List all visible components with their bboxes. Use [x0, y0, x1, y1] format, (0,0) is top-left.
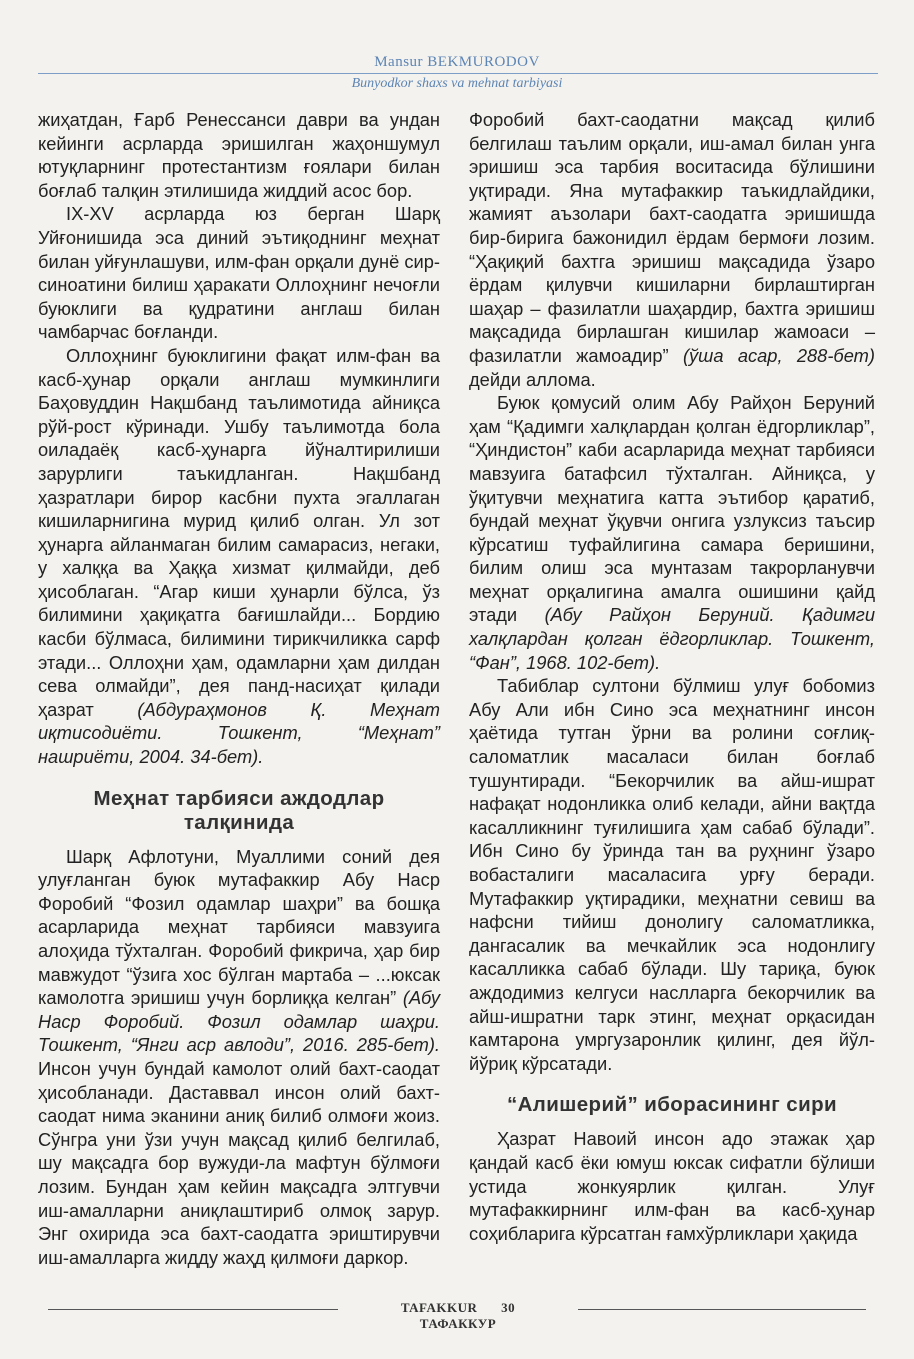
paragraph [469, 391, 875, 674]
paragraph: IX-XV асрларда юз берган Шарқ Уйғонишида эса диний эътиқоднинг меҳнат билан уйғунлашуви, илм-фан орқали дунё сир-синоатини билиш ҳаракати Оллоҳнинг нечоғли буюклиги ва қудратини англаш билан чамбарчас боғланди. [38, 203, 440, 343]
footer-journal-cyrillic: ТАФАККУР [419, 1316, 497, 1331]
citation: (ўша асар, 288-бет) [682, 344, 875, 366]
running-header [0, 54, 914, 91]
paragraph-text: Форобий бахт-саодатни мақсад қилиб белгилаш таълим орқали, иш-амал билан унга эришиш эса тарбия воситасида бўлишини уқтиради. Яна мутафаккир таъкидлайдики, жамият аъзолари бахт-саодатга эришишда бир-бирига бажонидил ёрдам бермоғи лозим. “Ҳақиқий бахтга эришиш мақсадида ўзаро ёрдам қилувчи кишиларни бирлаштирган шаҳар – фазилатли шаҳардир, бахтга эришиш мақсадида бирлашган кишилар жамоаси – фазилатли жамоадир” [469, 109, 875, 366]
paragraph-text: Оллоҳнинг буюклигини фақат илм-фан ва касб-ҳунар орқали англаш мумкинлиги Баҳовуддин Нақшбанд таълимотида айниқса рўй-рост кўринади. Ушбу таълимотда бола оиладаёқ касб-ҳунарга йўналтирилиши зарурлиги таъкидланган. Нақшбанд ҳазратлари бирор касбни пухта эгаллаган кишиларнигина мурид қилиб олган. Ул зот ҳунарга айланмаган билим самарасиз, негаки, у халққа ва Ҳаққа хизмат қилмайди, деб ҳисоблаган. “Агар киши ҳунарли бўлса, ўз билимини ҳақиқатга бағишлайди... Бордию касби бўлмаса, билимини тирикчиликка сарф этади... Оллоҳни ҳам, одамларни ҳам дилдан сева олмайди”, дея панд-насиҳат қилади ҳазрат [38, 344, 440, 720]
section-heading: “Алишерий” иборасининг сири [506, 1093, 838, 1117]
paragraph [38, 344, 440, 769]
paragraph [38, 845, 440, 1270]
section-heading: Меҳнат тарбияси аждодлар талқинида [93, 786, 385, 834]
paragraph [469, 108, 875, 391]
footer-journal-latin: TAFAKKUR [400, 1300, 478, 1315]
paragraph-text: Буюк қомусий олим Абу Райҳон Беруний ҳам “Қадимги халқлардан қолган ёдгорликлар”, “Ҳиндистон” каби асарларида меҳнат тарбияси мавзуига батафсил тўхталган. Айниқса, у ўқитувчи меҳнатига катта эътибор қаратиб, бундай меҳнат ўқувчи онгига узлуксиз таъсир кўрсатиш туфайлигина самара беришини, билим олиш эса мунтазам такрорланувчи меҳнат орқалигина амалга ошишини қайд этади [469, 392, 875, 626]
citation: (Абу Наср Форобий. Фозил одамлар шаҳри. Тошкент, “Янги аср авлоди”, 2016. 285-бет). [38, 987, 440, 1056]
paragraph: жиҳатдан, Ғарб Ренессанси даври ва ундан кейинги асрларда эришилган жаҳоншумул ютуқларнинг протестантизм ғоялари билан боғлаб талқин этилишида жиддий асос бор. [38, 109, 440, 201]
left-column [38, 108, 440, 1269]
paragraph: Табиблар султони бўлмиш улуғ бобомиз Абу Али ибн Сино эса меҳнатнинг инсон ҳаётида тутган ўрни ва ролини соғлиқ-саломатлик масаласи билан боғлаб тушунтиради. “Бекорчилик ва айш-ишрат нафақат нодонликка олиб келади, айни вақтда касалликнинг туғилишига ҳам сабаб бўлади”. Ибн Сино бу ўринда тан ва руҳнинг ўзаро вобасталиги масаласига урғу беради. Мутафаккир уқтирадики, меҳнатни севиш ва нафсни тийиш донолигу саломатликка, дангасалик ва мечкайлик эса нодонлигу касалликка сабаб бўлади. Шу тариқа, буюк аждодимиз келгуси наслларга бекорчилик ва айш-ишратни тарк этинг, меҳнат орқасидан камтарона умргузаронлик қилинг, дея йўл-йўриқ кўрсатади. [469, 675, 875, 1074]
citation: (Абдураҳмонов Қ. Меҳнат иқтисодиёти. Тошкент, “Меҳнат” нашриёти, 2004. 34-бет). [38, 698, 440, 768]
footer-label [343, 1300, 573, 1332]
paragraph-text: Инсон учун бундай камолот олий бахт-саодат ҳисобланади. Даставвал инсон олий бахт-саодат нима эканини аниқ билиб олмоғи жоиз. Сўнгра уни ўзи учун мақсад қилиб белгилаб, шу мақсадга бор вужуди-ла мафтун бўлмоғи лозим. Бундан ҳам кейин мақсадга элтгувчи иш-амалларни аниқлаштириб олмоқ зарур. Энг охирида эса бахт-саодатга эриштирувчи иш-амалларга жидду жаҳд қилмоғи даркор. [38, 1057, 440, 1268]
page-footer [38, 1300, 876, 1331]
paragraph-text: дейди аллома. [469, 368, 596, 390]
right-column [469, 108, 875, 1245]
citation: (Абу Райҳон Беруний. Қадимги халқлардан қолган ёдгорликлар. Тошкент, “Фан”, 1968. 102-бет). [469, 604, 875, 673]
footer-rule-right [578, 1309, 866, 1310]
header-subtitle: Bunyodkor shaxs va mehnat tarbiyasi [351, 76, 563, 91]
header-author: Mansur BEKMURODOV [374, 54, 540, 70]
paragraph: Ҳазрат Навоий инсон адо этажак ҳар қандай касб ёки юмуш юксак сифатли бўлиши устида жонкуярлик қилган. Улуғ мутафаккирнинг илм-фан ва касб-ҳунар соҳибларига кўрсатган ғамхўрликлари ҳақида [469, 1128, 875, 1244]
header-rule [38, 73, 878, 74]
page-number: 30 [501, 1300, 516, 1315]
footer-rule-left [48, 1309, 338, 1310]
paragraph-text: Шарқ Афлотуни, Муаллими соний дея улуғланган буюк мутафаккир Абу Наср Форобий “Фозил одамлар шаҳри” ва бошқа асарларида меҳнат тарбияси мавзуига алоҳида тўхталган. Форобий фикрича, ҳар бир мавжудот “ўзига хос бўлган мартаба – ...юксак камолотга эришиш учун борлиққа келган” [38, 845, 440, 1009]
